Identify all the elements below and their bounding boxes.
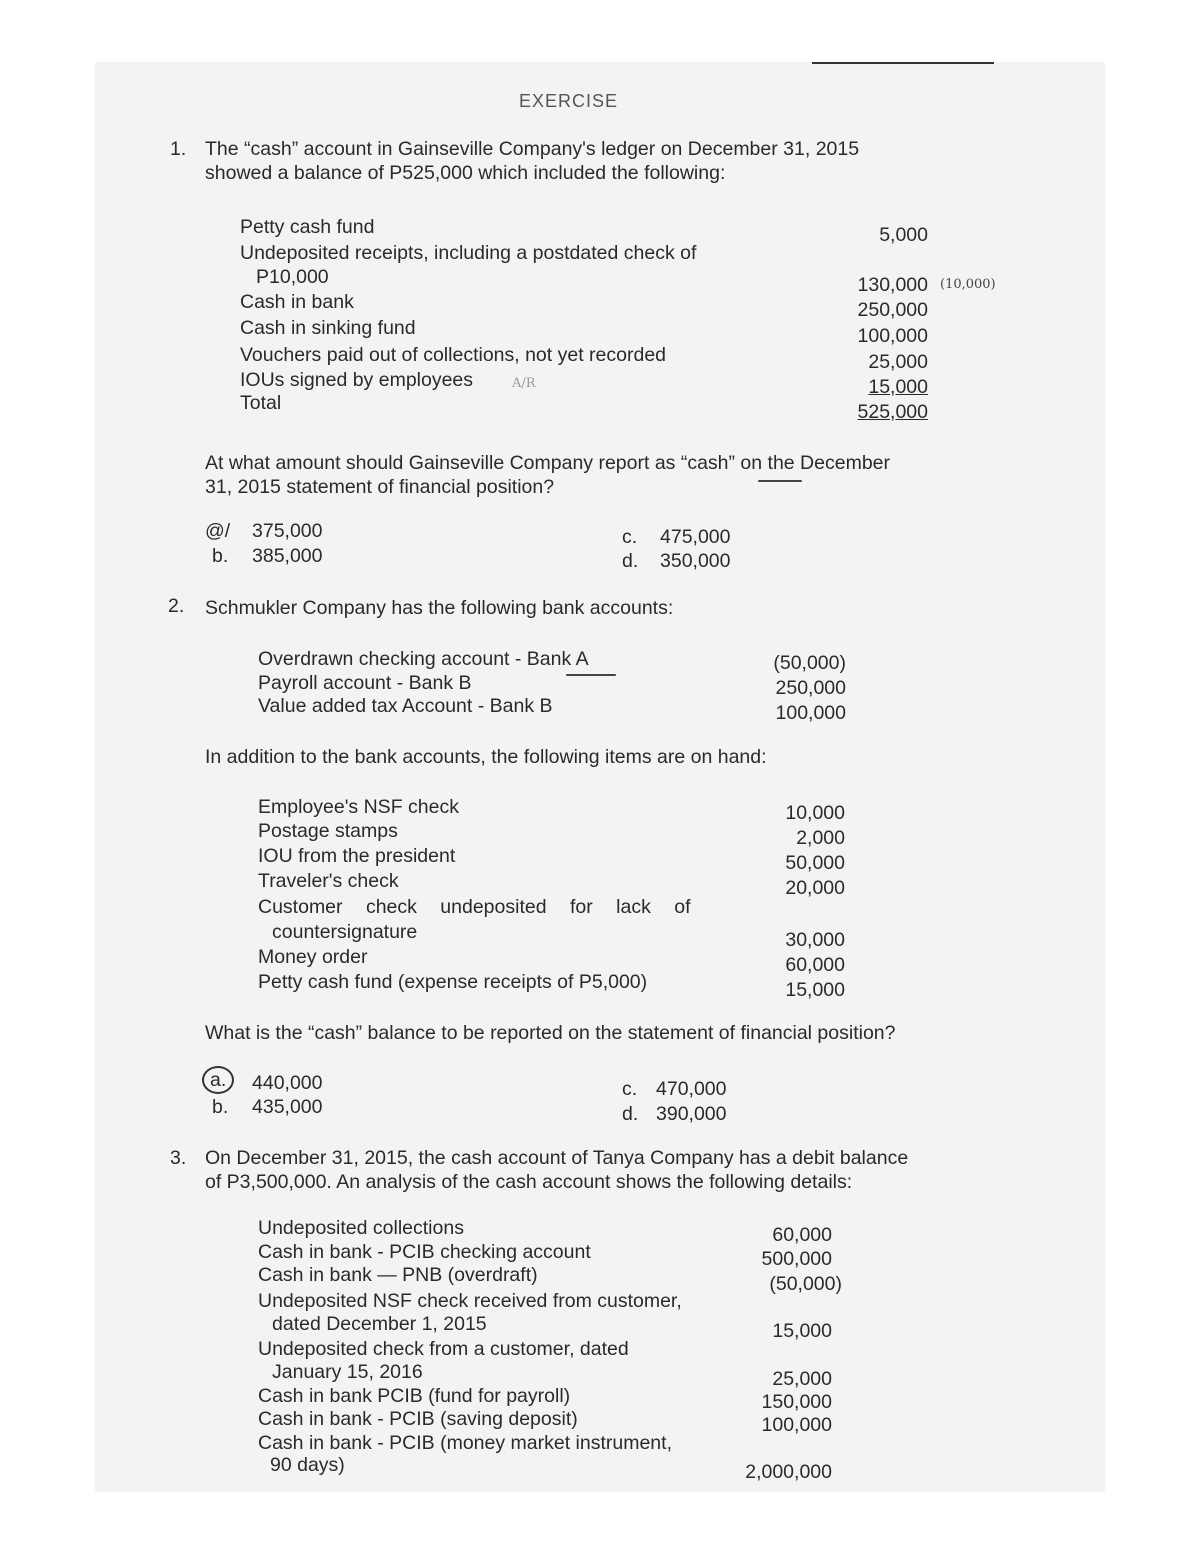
q2-choice-value: 390,000 (656, 1103, 727, 1125)
q2-choice-value: 470,000 (656, 1078, 727, 1100)
q3-item-label: Cash in bank — PNB (overdraft) (258, 1264, 538, 1286)
q3-item-amount: 500,000 (761, 1248, 832, 1270)
q2-item-label: IOU from the president (258, 845, 456, 867)
q1-item-label: Undeposited receipts, including a postdated check of (240, 242, 697, 264)
q2-item-amount: 10,000 (785, 802, 845, 824)
q1-stem-line2: showed a balance of P525,000 which included the following: (205, 162, 726, 184)
q3-item-label: Cash in bank - PCIB (money market instrument, (258, 1432, 672, 1454)
q2-choice-value: 440,000 (252, 1072, 323, 1094)
q1-item-label: Cash in bank (240, 291, 354, 313)
q3-item-amount: 2,000,000 (745, 1461, 832, 1483)
q1-item-amount: 130,000 (857, 274, 928, 296)
q1-choice-value: 475,000 (660, 526, 731, 548)
q3-number: 3. (170, 1147, 187, 1169)
q2-item-label: Traveler's check (258, 870, 399, 892)
q1-item-label: Vouchers paid out of collections, not yet recorded (240, 344, 667, 366)
q3-stem-line2: of P3,500,000. An analysis of the cash account shows the following details: (205, 1171, 853, 1193)
q3-item-label-cont: January 15, 2016 (272, 1361, 423, 1383)
q1-item-amount: 5,000 (879, 224, 928, 246)
q3-item-label: Cash in bank PCIB (fund for payroll) (258, 1385, 571, 1407)
q2-account-label: Payroll account - Bank B (258, 672, 472, 694)
q2-account-amount: 100,000 (775, 702, 846, 724)
q2-item-label: Money order (258, 946, 368, 968)
q1-total-amount: 525,000 (857, 401, 928, 423)
q3-item-label: Undeposited collections (258, 1217, 464, 1239)
q2-item-amount: 2,000 (796, 827, 845, 849)
q1-stem-line1: The “cash” account in Gainseville Company's ledger on December 31, 2015 (205, 138, 860, 160)
q3-item-label: Cash in bank - PCIB (saving deposit) (258, 1408, 578, 1430)
handwritten-note: (10,000) (940, 277, 996, 292)
q1-item-amount: 25,000 (868, 351, 928, 373)
q2-item-label-cont: countersignature (272, 921, 418, 943)
q2-account-label: Overdrawn checking account - Bank A (258, 648, 589, 670)
page-title: EXERCISE (519, 91, 619, 111)
underline-mark (758, 480, 802, 482)
q3-stem-line1: On December 31, 2015, the cash account of Tanya Company has a debit balance (205, 1147, 909, 1169)
q2-account-amount: 250,000 (775, 677, 846, 699)
q3-item-amount: 100,000 (761, 1414, 832, 1436)
q2-item-amount: 30,000 (785, 929, 845, 951)
q2-choice-letter: d. (622, 1103, 639, 1125)
q3-item-amount: 25,000 (772, 1368, 832, 1390)
q3-item-amount: 60,000 (772, 1224, 832, 1246)
q3-item-label-cont: 90 days) (270, 1454, 345, 1476)
q2-item-amount: 20,000 (785, 877, 845, 899)
q3-item-label: Undeposited NSF check received from customer, (258, 1290, 682, 1312)
q3-item-amount: 150,000 (761, 1391, 832, 1413)
q1-question-line2: 31, 2015 statement of financial position? (205, 476, 555, 498)
q1-choice-letter: b. (212, 545, 229, 567)
q1-total-label: Total (240, 392, 282, 414)
q2-item-amount: 60,000 (785, 954, 845, 976)
q2-stem: Schmukler Company has the following bank accounts: (205, 597, 674, 619)
q2-item-label: Employee's NSF check (258, 796, 459, 818)
q2-item-label: Customer check undeposited for lack of (258, 896, 691, 918)
q2-choice-value: 435,000 (252, 1096, 323, 1118)
q1-choice-letter: @/ (205, 520, 231, 542)
q3-item-amount: (50,000) (769, 1273, 842, 1295)
q3-item-amount: 15,000 (772, 1320, 832, 1342)
q1-choice-value: 385,000 (252, 545, 323, 567)
q3-item-label-cont: dated December 1, 2015 (272, 1313, 487, 1335)
handwritten-mark: A/R (512, 376, 536, 391)
q2-item-amount: 15,000 (785, 979, 845, 1001)
q1-item-amount: 15,000 (868, 376, 928, 398)
q1-choice-value: 375,000 (252, 520, 323, 542)
q2-item-label: Postage stamps (258, 820, 398, 842)
q1-item-amount: 100,000 (857, 325, 928, 347)
q3-item-label: Cash in bank - PCIB checking account (258, 1241, 591, 1263)
q1-item-label: IOUs signed by employees (240, 369, 474, 391)
q2-choice-letter: a. (210, 1069, 227, 1091)
q2-question: What is the “cash” balance to be reported on the statement of financial position? (205, 1022, 896, 1044)
q1-number: 1. (170, 138, 187, 160)
q3-item-label: Undeposited check from a customer, dated (258, 1338, 629, 1360)
q1-question-line1: At what amount should Gainseville Company report as “cash” on the December (205, 452, 891, 474)
q2-choice-letter: b. (212, 1096, 229, 1118)
q1-item-label: Petty cash fund (240, 216, 375, 238)
q1-item-label: Cash in sinking fund (240, 317, 416, 339)
top-rule (812, 62, 994, 64)
q1-choice-value: 350,000 (660, 550, 731, 572)
q1-choice-letter: d. (622, 550, 639, 572)
q2-choice-letter: c. (622, 1078, 638, 1100)
q1-item-label-cont: P10,000 (256, 266, 329, 288)
q2-number: 2. (168, 595, 185, 617)
q2-addition-text: In addition to the bank accounts, the following items are on hand: (205, 746, 767, 768)
q1-choice-letter: c. (622, 526, 638, 548)
underline-mark (566, 674, 616, 676)
q2-account-label: Value added tax Account - Bank B (258, 695, 553, 717)
q2-item-label: Petty cash fund (expense receipts of P5,000) (258, 971, 648, 993)
q2-account-amount: (50,000) (773, 652, 846, 674)
q2-item-amount: 50,000 (785, 852, 845, 874)
q1-item-amount: 250,000 (857, 299, 928, 321)
